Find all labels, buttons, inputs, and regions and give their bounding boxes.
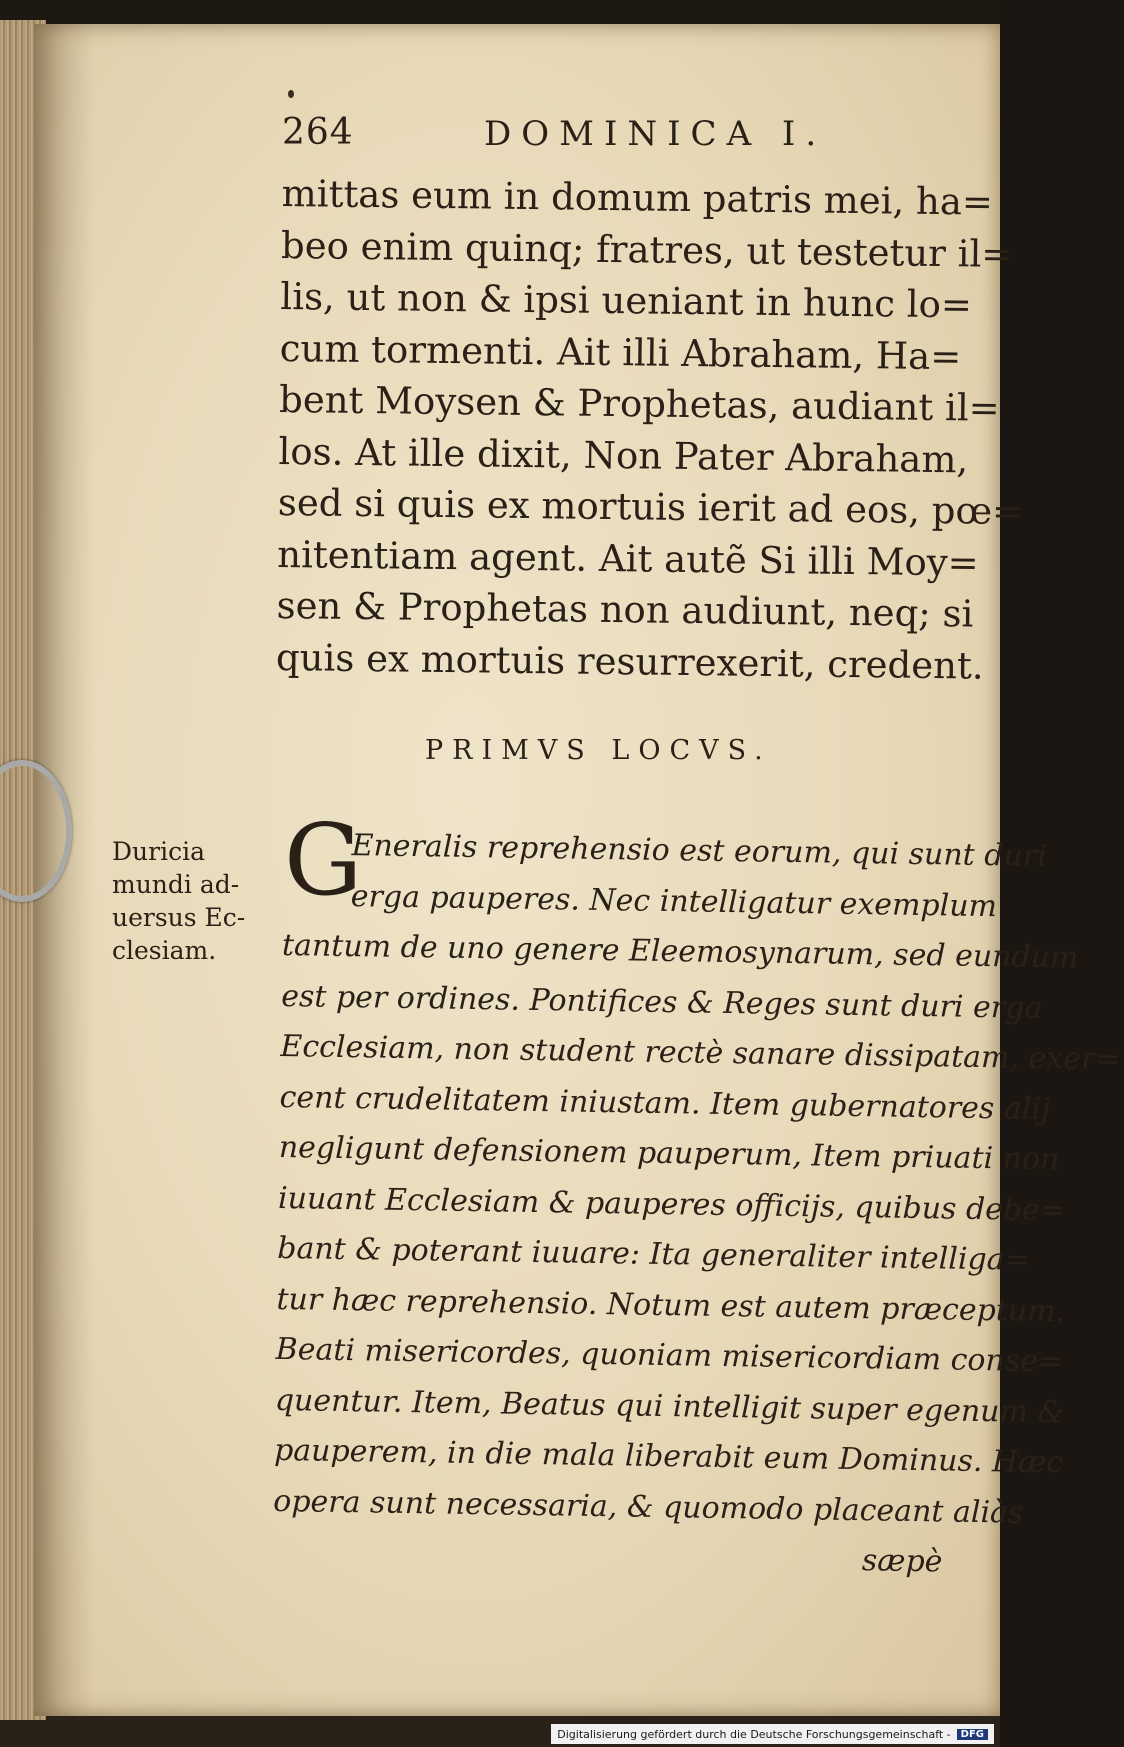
section-title: PRIMVS LOCVS. [425,735,772,766]
text-line: los. At ille dixit, Non Pater Abraham, [278,429,969,481]
text-line: quentur. Item, Beatus qui intelligit super egenum & [274,1382,1065,1430]
marginal-note-line: uersus Ec- [112,903,246,932]
marginal-note [112,835,262,967]
page-header [282,112,842,162]
text-line: tantum de uno genere Eleemosynarum, sed eundum [281,927,1079,976]
text-line: cum tormenti. Ait illi Abraham, Ha= [279,326,962,378]
scripture-passage [275,168,1024,692]
catchword: sæpè [861,1543,943,1580]
marginal-note-line: mundi ad- [112,870,240,899]
text-line: Beati misericordes, quoniam misericordiam conse= [275,1331,1064,1380]
text-line: sed si quis ex mortuis ierit ad eos, pœ= [277,480,1024,534]
marginal-note-line: Duricia [112,837,205,866]
text-line: bant & poterant iuuare: Ita generaliter intelliga= [276,1230,1030,1278]
running-head: DOMINICA I. [484,114,827,154]
text-line: sen & Prophetas non audiunt, neq; si [276,583,974,636]
text-line: beo enim quinq; fratres, ut testetur il= [280,223,1013,276]
text-line: negligunt defensionem pauperum, Item priuati non [278,1129,1060,1178]
text-line: nitentiam agent. Ait autẽ Si illi Moy= [277,532,979,585]
text-line: pauperem, in die mala liberabit eum Dominus. Hæc [273,1432,1064,1481]
text-line: iuuant Ecclesiam & pauperes officijs, quibus debe= [277,1180,1066,1228]
marginal-note-line: clesiam. [112,936,217,965]
text-line: bent Moysen & Prophetas, audiant il= [278,377,1000,430]
text-line: Ecclesiam, non student rectè sanare dissipatam, exer= [280,1028,1121,1078]
credit-text: Digitalisierung gefördert durch die Deutsche Forschungsgemeinschaft - [557,1727,951,1741]
dfg-logo: DFG [957,1729,988,1740]
digitization-credit [551,1724,994,1744]
drop-cap-initial: G [284,804,363,918]
page-number: 264 [282,112,354,153]
text-line: opera sunt necessaria, & quomodo placeant aliàs [273,1483,1024,1531]
ink-speck [288,90,294,98]
text-line: quis ex mortuis resurrexerit, credent. [275,635,984,688]
commentary-text [272,820,1121,1588]
text-line: cent crudelitatem iniustam. Item gubernatores alij [279,1079,1051,1127]
text-line: mittas eum in domum patris mei, ha= [281,171,994,224]
text-line: tur hæc reprehensio. Notum est autem præceptum. [276,1281,1066,1329]
text-line: erga pauperes. Nec intelligatur exemplum [350,878,998,924]
text-line: Eneralis reprehensio est eorum, qui sunt duri [351,828,1047,874]
text-line: est per ordines. Pontifices & Reges sunt duri erga [280,978,1043,1026]
text-line: lis, ut non & ipsi ueniant in hunc lo= [280,274,973,327]
